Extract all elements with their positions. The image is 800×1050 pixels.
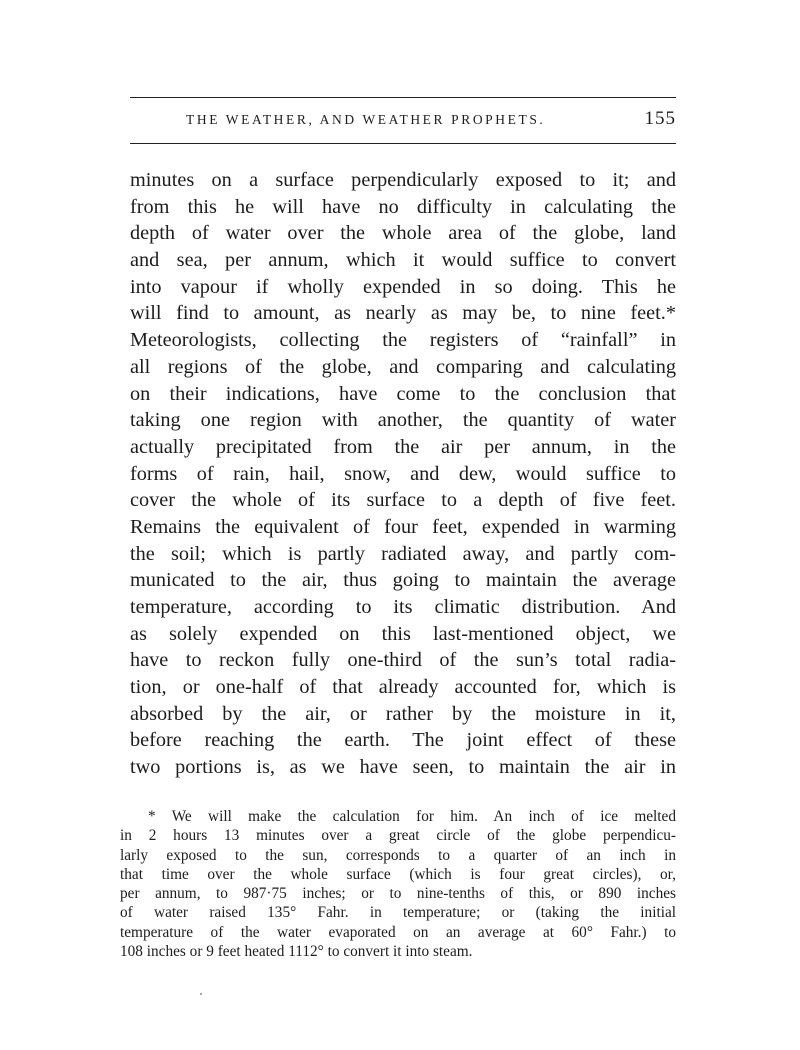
footnote-line: of water raised 135° Fahr. in temperature; or (taking the initial (120, 904, 676, 922)
body-line: into vapour if wholly expended in so doing. This he (130, 275, 676, 298)
footnote-line: temperature of the water evaporated on an average at 60° Fahr.) to (120, 923, 676, 941)
body-line: municated to the air, thus going to maintain the average (130, 569, 676, 592)
body-line: and sea, per annum, which it would suffice to convert (130, 249, 676, 272)
page-number: 155 (644, 108, 676, 129)
body-line: absorbed by the air, or rather by the moisture in it, (130, 702, 676, 725)
running-head: THE WEATHER, AND WEATHER PROPHETS. (186, 112, 546, 127)
footnote-line: 108 inches or 9 feet heated 1112° to convert it into steam. (120, 943, 473, 961)
header-rule-top (130, 97, 676, 98)
body-line: minutes on a surface perpendicularly exposed to it; and (130, 169, 676, 191)
footnote-line: that time over the whole surface (which is four great circles), or, (120, 865, 676, 883)
body-line: from this he will have no difficulty in calculating the (130, 195, 676, 218)
body-text (130, 167, 676, 781)
body-line: tion, or one-half of that already accounted for, which is (130, 676, 676, 699)
body-line: the soil; which is partly radiated away, and partly com- (130, 542, 676, 565)
footnote-line: larly exposed to the sun, corresponds to a quarter of an inch in (120, 846, 676, 864)
body-line: temperature, according to its climatic distribution. And (130, 596, 676, 618)
body-line: two portions is, as we have seen, to maintain the air in (130, 756, 676, 779)
body-line: Meteorologists, collecting the registers of “rainfall” in (130, 329, 676, 352)
body-line: all regions of the globe, and comparing and calculating (130, 355, 676, 378)
body-line: have to reckon fully one-third of the sun’s total radia- (130, 649, 676, 672)
body-line: before reaching the earth. The joint effect of these (130, 729, 676, 752)
body-line: will find to amount, as nearly as may be, to nine feet.* (130, 302, 676, 325)
footnote-line: per annum, to 987·75 inches; or to nine-tenths of this, or 890 inches (120, 885, 676, 903)
page-header (130, 106, 676, 136)
body-line: as solely expended on this last-mentioned object, we (130, 622, 676, 645)
paper-speck (200, 993, 202, 995)
footnote (120, 807, 676, 961)
body-line: taking one region with another, the quantity of water (130, 409, 676, 432)
body-line: depth of water over the whole area of the globe, land (130, 222, 676, 245)
footnote-line: * We will make the calculation for him. An inch of ice melted (148, 808, 676, 825)
footnote-line: in 2 hours 13 minutes over a great circle of the globe perpendicu- (120, 827, 676, 845)
body-line: cover the whole of its surface to a depth of five feet. (130, 489, 676, 512)
body-line: actually precipitated from the air per annum, in the (130, 435, 676, 458)
body-line: on their indications, have come to the conclusion that (130, 382, 676, 405)
body-line: forms of rain, hail, snow, and dew, would suffice to (130, 462, 676, 485)
body-line: Remains the equivalent of four feet, expended in warming (130, 515, 676, 538)
header-rule-bottom (130, 143, 676, 144)
